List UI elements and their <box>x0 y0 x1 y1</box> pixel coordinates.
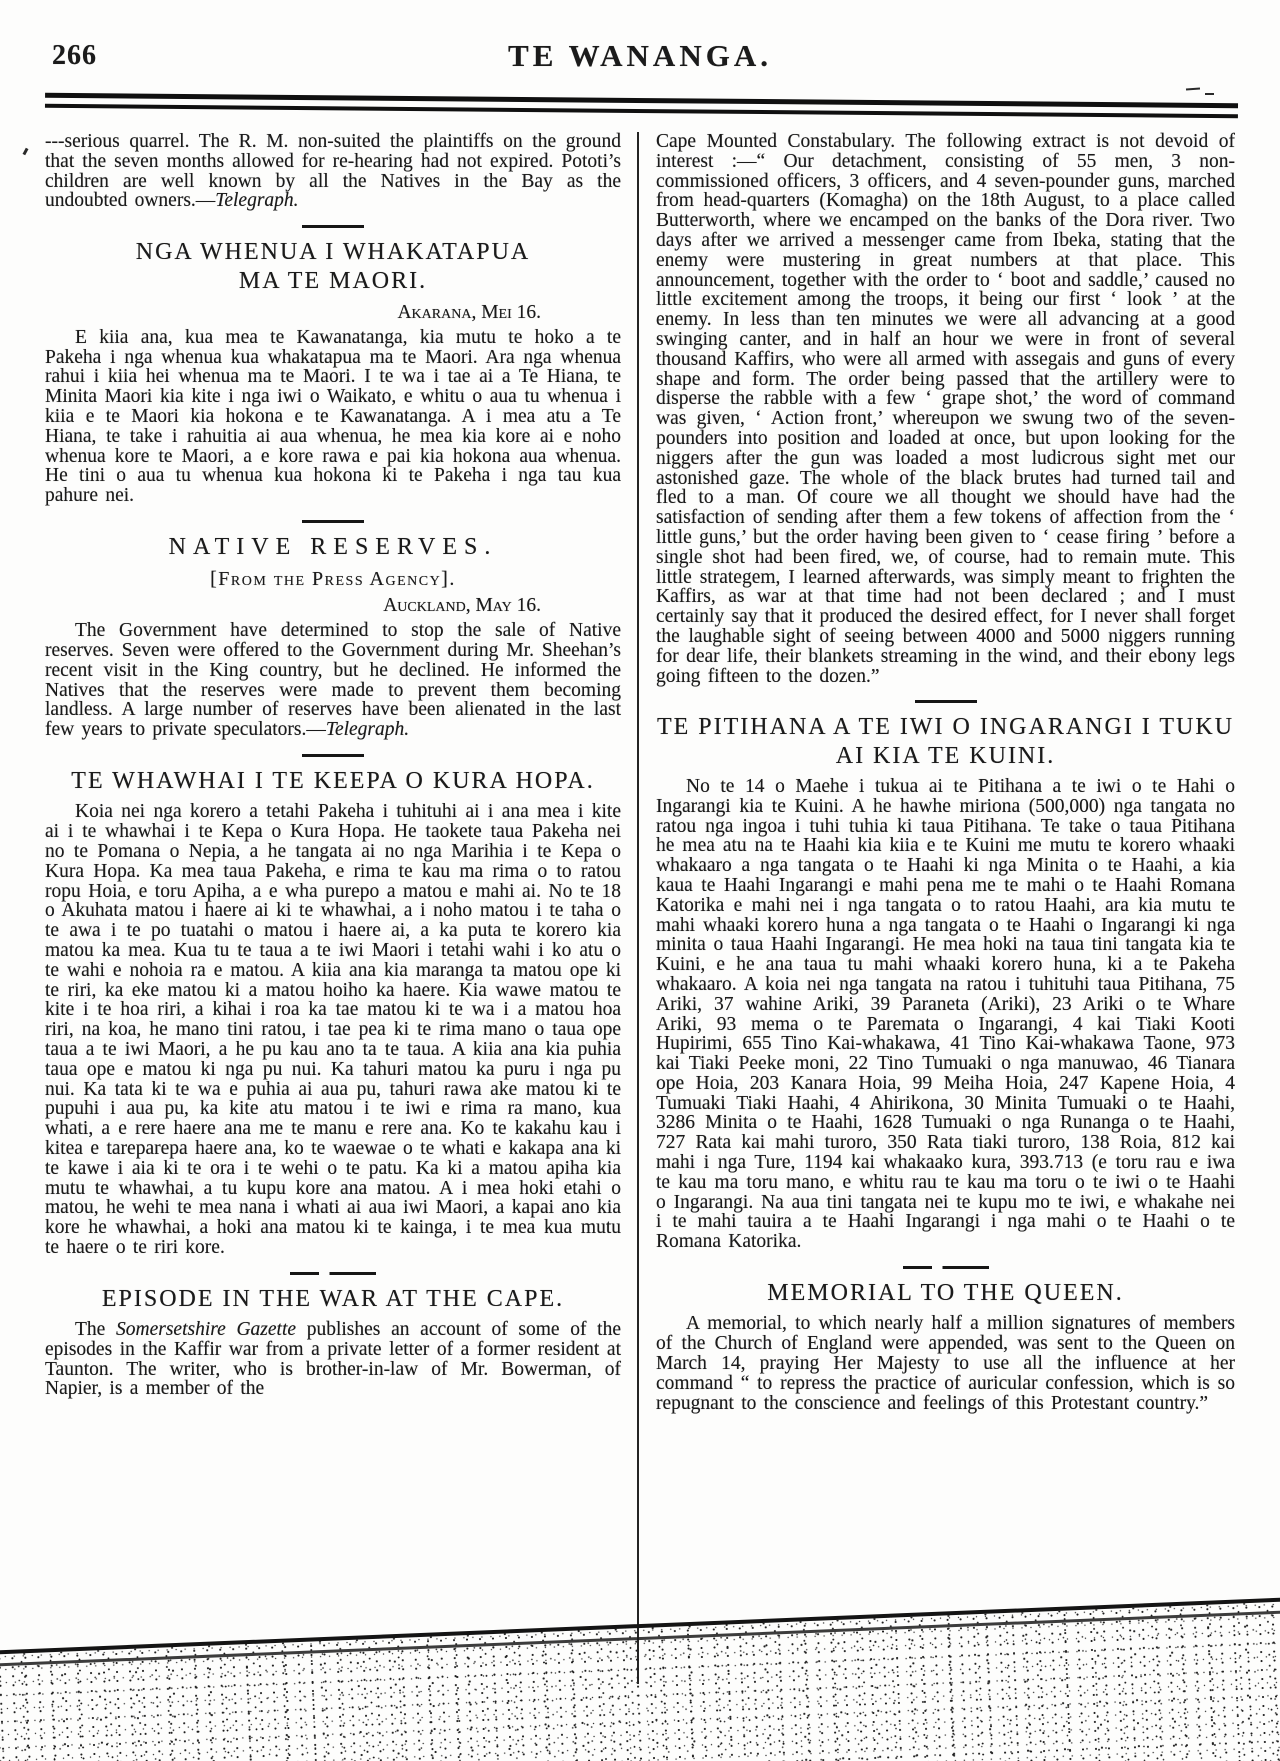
telegraph-credit: Telegraph. <box>215 190 299 212</box>
article-paragraph: A memorial, to which nearly half a million signatures of members of the Church of England were appended, was sent to the Queen on March 14, praying Her Majesty to use all the influence at her command “ to repress the practice of auricular confession, which is so repugnant to the conscience and feelings of this Protestant country.” <box>656 1313 1235 1414</box>
masthead-double-rule <box>45 93 1238 118</box>
paragraph-text: The Government have determined to stop the sale of Native reserves. Seven were offered to the Government during Mr. Sheehan’s recent visit in the King country, but he declined. He informed the Natives that the reserves were made to prevent them becoming landless. A large number of reserves have been alienated in the last few years to private speculators.— <box>45 620 621 741</box>
article-paragraph-continuation: Cape Mounted Constabulary. The following extract is not devoid of interest :—“ Our detachment, consisting of 55 men, 3 non-commissioned officers, 3 officers, and 4 seven-pounder guns, marched from head-quarters (Komagha) on the 18th August, to a place called Butterworth, where we encamped on the banks of the Dora river. Two days after we arrived a messenger came from Ibeka, stating that the enemy were mustering in great numbers at that place. This announcement, together with the order to ‘ boot and saddle,’ caused no little excitement among the troops, it being our first ‘ look ’ at the enemy. In less than ten minutes we were all advancing at a good swinging canter, and in half an hour we were in front of several thousand Kaffirs, who were all armed with assegais and guns of every shape and form. The order being passed that the artillery were to disperse the rabble with a few ‘ grape shot,’ the word of command was given, ‘ Action front,’ whereupon we swung two of the seven-pounders into position and loaded at once, but upon looking for the niggers after the gun was loaded a most ludicrous sight met our astonished gaze. The whole of the black brutes had turned tail and fled to a man. Of coure we all thought we should have had the satisfaction of sending after them a few tokens of affection from the ‘ little guns,’ but the order having been given to ‘ cease firing ’ before a single shot had been fired, we, of course, had to remain mute. This little strategem, I learned afterwards, was simply meant to frighten the Kaffirs, as war at that time had not been declared ; and I must certainly say that it produced the desired effect, for I never shall forget the laughable sight of seeing between 4000 and 5000 niggers running for dear life, their blankets streaming in the wind, and their ebony legs going fifteen to the dozen.” <box>656 132 1235 687</box>
article-heading: TE WHAWHAI I TE KEEPA O KURA HOPA. <box>71 768 595 795</box>
paragraph-text: publishes an account of some of the episodes in the Kaffir war from a private letter of a former resident at Taunton. The writer, who is brother-in-law of Mr. Bowerman, of Napier, is a member of the <box>45 1319 622 1400</box>
article-heading: TE PITIHANA A TE IWI O INGARANGI I TUKU AI KIA TE KUINI. <box>656 714 1235 769</box>
article-byline: Akarana, Mei 16. <box>397 301 541 323</box>
paragraph-text: The <box>75 1319 117 1341</box>
page-number: 266 <box>52 40 97 71</box>
article-native-reserves <box>45 533 621 740</box>
right-column <box>637 132 1235 1684</box>
article-byline: Auckland, May 16. <box>383 595 541 617</box>
article-heading: EPISODE IN THE WAR AT THE CAPE. <box>101 1285 565 1312</box>
article-paragraph <box>45 1320 621 1399</box>
article-divider <box>290 1272 376 1275</box>
telegraph-credit: Telegraph. <box>325 719 410 741</box>
article-heading: NATIVE RESERVES. <box>168 533 498 560</box>
scan-noise-dash <box>1205 93 1214 95</box>
article-divider <box>915 700 977 703</box>
article-paragraph: No te 14 o Maehe i tukua ai te Pitihana a te iwi o te Hahi o Ingarangi kia te Kuini. A he hawhe miriona (500,000) nga tangata no ratou nga ingoa i tuhi tuhia ki taua Pitihana. Te take o taua Pitihana he mea atu na te Haahi kia kiia e te Kuini me mutu te korero whaaki whakaaro a nga tangata o te Haahi ki nga Minita o te Haahi, a kia kaua te Haahi Ingarangi e mahi pena me te mahi o te Haahi Romana Katorika e mahi nei i nga tangata o to ratou Haahi, ara kia mutu te mahi whaaki korero huna a nga tangata o te Haahi o Ingarangi ki nga minita o taua Haahi Ingarangi. He mea hoki na taua tini tangata kia te Kuini, e he ana taua tu mahi whaaki korero huna, ki a te Pakeha whakaaro. A koia nei nga tangata na ratou i tuhituhi taua Pitihana, 75 Ariki, 37 wahine Ariki, 39 Paraneta (Ariki), 23 Ariki o te Whare Ariki, 93 mema o te Paremata o Ingarangi, 4 kai Tiaki Kooti Hupirimi, 655 Tino Kai-whakawa, 41 Tino Kai-whakawa Taone, 973 kai Tiaki Peeke moni, 22 Tino Tumuaki o nga manuwao, 46 Tianara ope Hoia, 203 Kanara Hoia, 99 Meiha Hoia, 247 Kapene Hoia, 4 Tumuaki Tiaki Haahi, 4 Ahirikona, 30 Minita Tumuaki o te Haahi, 3286 Minita o te Haahi, 1628 Tumuaki o nga Runanga o te Haahi, 727 Rata kai mahi turoro, 350 Rata tiaki turoro, 138 Roia, 812 kai mahi i nga Ture, 1194 kai whakaako kura, 393.713 (e toru rau e iwa te kau ma toru mano, e whitu rau te kau ma toru o te iwi o te Haahi o Ingarangi. Na aua tini tangata nei te kupu mo te iwi, e whakahe nei i te mahi tauira a te Haahi Ingarangi i nga mahi o te Haahi o te Romana Katorika. <box>656 775 1235 1253</box>
article-te-pitihana <box>656 713 1235 1252</box>
article-divider <box>302 520 364 523</box>
article-divider <box>903 1266 989 1269</box>
masthead <box>0 0 1280 96</box>
gazette-name: Somersetshire Gazette <box>116 1319 297 1341</box>
article-subhead: [From the Press Agency]. <box>210 568 456 591</box>
left-column <box>45 132 637 1684</box>
page-columns <box>45 132 1235 1684</box>
article-memorial-queen <box>656 1279 1235 1413</box>
article-paragraph <box>45 621 621 740</box>
article-paragraph-continuation <box>45 132 621 211</box>
article-heading: MEMORIAL TO THE QUEEN. <box>767 1280 1124 1307</box>
scan-noise-speck <box>23 148 29 156</box>
article-paragraph: Koia nei nga korero a tetahi Pakeha i tuhituhi ai i ana mea i kite ai i te whawhai i te Kepa o Kura Hopa. He taokete taua Pakeha nei no te Pomana o Nepia, a he tangata ai no nga Marihia i te Kepa o Kura Hopa. Ka mea taua Pakeha, e rima te kau ma rima o to ratou ropu Hoia, e toru Apiha, a e wha purepo a matou e mahi ai. No te 18 o Akuhata matou i haere ai ki te whawhai, a i noho matou i te taha o te awa i te po tuatahi o matou i haere ai, a ka puta te korero kia matou ka mea. Kua tu te taua a te iwi Maori i tetahi wahi i ko atu o te wahi e nohoia ra e matou. A kiia ana kia maranga ta matou ope ki te riri, ka eke matou ki a matou hoiho ka haere. Kia wawe matou te kite i te hoa riri, a kihai i roa ka tae matou ki te wa i a matou hoa riri, na koa, he mano tini ratou, i tae pea ki te rima mano o taua ope taua a te iwi Maori, a he pu kau ano ta te taua. A kiia ana kia puhia taua ope e matou ki nga pu nui. Ka tahuri matou ka puru i nga pu nui. Ka tata ki te wa e puhia ai aua pu, tahuri rawa ake matou ki te pupuhi i aua pu, ka kite atu matou i te iwi e rima ra mano, kua whati, a e rere haere ana me te manu e rere ana. Ko te kakahu kau i kitea e tareparepa haere ana, ko te waewae o te whati e kakapa ana ki te kawe i aia ki te ora i te wehi o te patu. Ka ki a matou apiha kia mutu te whawhai, a tu kupu kore ana matou. A i mea hoki etahi o matou, he wehi te mea nana i whati ai aua iwi Maori, a kapai ano kia kore he whawhai, a hoki ana matou ki te kainga, i te mea kua mutu te haere o te riri kore. <box>45 801 621 1258</box>
newspaper-title: TE WANANGA. <box>508 38 772 73</box>
paragraph-text: ---serious quarrel. The R. M. non-suited the plaintiffs on the ground that the seven months allowed for re-hearing had not expired. Pototi’s children are well known by all the Natives in the Bay as the undoubted owners.— <box>45 132 621 212</box>
article-divider <box>302 225 364 228</box>
article-te-whawhai <box>45 767 621 1258</box>
article-nga-whenua <box>45 238 621 506</box>
article-divider <box>302 754 364 757</box>
article-heading: NGA WHENUA I WHAKATAPUA MA TE MAORI. <box>135 239 531 294</box>
article-episode-cape <box>45 1285 621 1400</box>
article-paragraph: E kiia ana, kua mea te Kawanatanga, kia mutu te hoko a te Pakeha i nga whenua kua whakatapua ma te Maori. Ara nga whenua rahui i kiia hei whenua ma te Maori. I te wa i tae ai a Te Hiana, te Minita Maori kia kite i nga iwi o Waikato, e whitu o aua tu whenua i kiia e te Maori kia hokona e te Kawanatanga. A i mea atu a Te Hiana, te take i rahuitia ai aua whenua, he mea kia kore ai e noho whenua kore te Maori, a e kore rawa e pai kia hokona aua whenua. He tini o aua tu whenua kua hokona ki te Pakeha i nga tau kua pahure nei. <box>45 326 621 507</box>
